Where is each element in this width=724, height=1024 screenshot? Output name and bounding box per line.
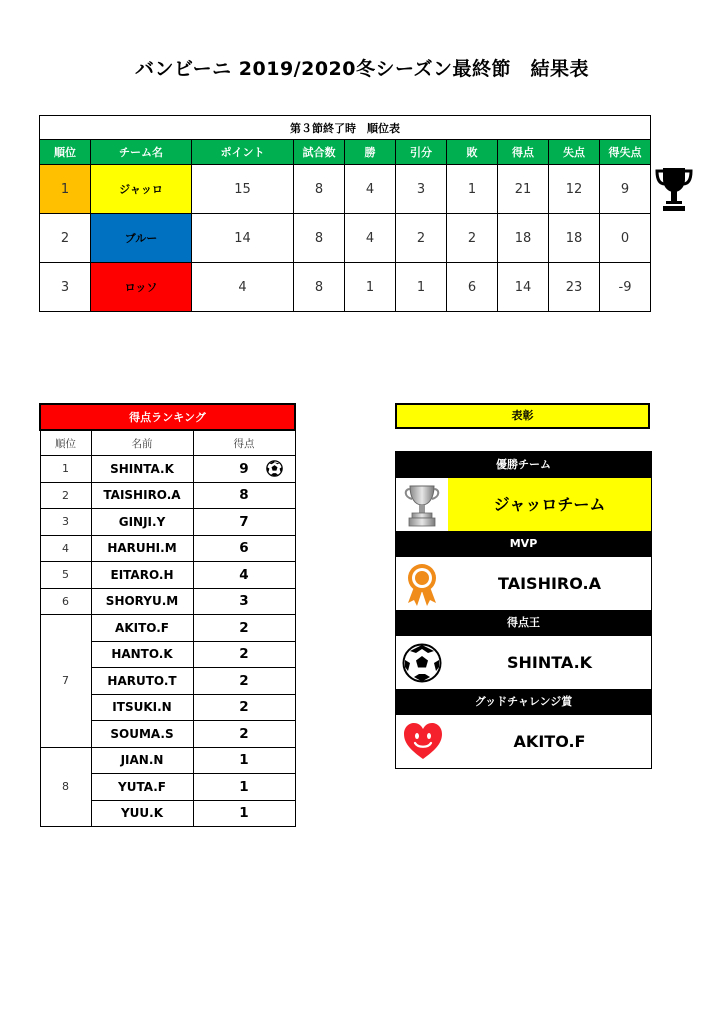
award-heading-champion: 優勝チーム: [396, 452, 651, 478]
standings-team: ブルー: [91, 214, 192, 263]
standings-header-row: [40, 140, 651, 165]
scorer-name: JIAN.N: [91, 747, 193, 774]
scorer-goals-cell: [193, 694, 295, 721]
scorer-row: [40, 562, 295, 589]
award-good-challenge-value: AKITO.F: [513, 732, 586, 751]
standings-played: 8: [294, 165, 345, 214]
scorer-name: YUU.K: [91, 800, 193, 827]
col-header-drawn: 引分: [396, 140, 447, 165]
scorer-name: HANTO.K: [91, 641, 193, 668]
standings-goals-against: 23: [549, 263, 600, 312]
scorer-goals: 9: [239, 460, 249, 477]
scorer-goals: 6: [239, 540, 249, 557]
awards-title: 表彰: [395, 403, 650, 429]
scorer-rank: 2: [40, 482, 91, 509]
scorer-goals: 2: [239, 725, 249, 742]
scorer-name: SHINTA.K: [91, 456, 193, 483]
col-header-lost: 敗: [447, 140, 498, 165]
standings-won: 4: [345, 165, 396, 214]
scorer-rank: 3: [40, 509, 91, 536]
standings-won: 4: [345, 214, 396, 263]
scorer-goals-cell: [193, 535, 295, 562]
scorer-goals: 3: [239, 593, 249, 610]
award-heading-mvp: MVP: [396, 531, 651, 557]
scorer-goals: 4: [239, 566, 249, 583]
scorer-col-rank: 順位: [40, 430, 91, 456]
standings-goals-for: 21: [498, 165, 549, 214]
cup-trophy-icon: [402, 484, 442, 528]
scorer-row: [40, 615, 295, 642]
standings-drawn: 2: [396, 214, 447, 263]
standings-goals-for: 14: [498, 263, 549, 312]
scorer-goals: 2: [239, 699, 249, 716]
scorer-name: TAISHIRO.A: [91, 482, 193, 509]
standings-drawn: 1: [396, 263, 447, 312]
standings-points: 15: [192, 165, 294, 214]
trophy-icon: [654, 165, 694, 213]
scorer-goals: 2: [239, 619, 249, 636]
scorer-rank: 6: [40, 588, 91, 615]
scorer-goals-cell: [193, 641, 295, 668]
scorer-ranking-caption: 得点ランキング: [40, 404, 295, 430]
scorer-goals: 1: [239, 752, 249, 769]
standings-row: [40, 263, 651, 312]
standings-played: 8: [294, 214, 345, 263]
scorer-ranking-table: [39, 403, 296, 827]
standings-goal-diff: 9: [600, 165, 651, 214]
scorer-goals: 7: [239, 513, 249, 530]
standings-goals-for: 18: [498, 214, 549, 263]
standings-team: ロッソ: [91, 263, 192, 312]
standings-played: 8: [294, 263, 345, 312]
scorer-name: YUTA.F: [91, 774, 193, 801]
award-champion-value: ジャッロチーム: [493, 495, 606, 514]
col-header-team: チーム名: [91, 140, 192, 165]
scorer-row: [40, 588, 295, 615]
scorer-goals: 1: [239, 805, 249, 822]
scorer-goals-cell: [193, 562, 295, 589]
awards-panel: [395, 451, 652, 769]
scorer-rank: 1: [40, 456, 91, 483]
scorer-row: [40, 509, 295, 536]
scorer-goals-cell: [193, 456, 295, 483]
standings-lost: 6: [447, 263, 498, 312]
award-heading-good-challenge: グッドチャレンジ賞: [396, 689, 651, 715]
standings-lost: 1: [447, 165, 498, 214]
scorer-goals-cell: [193, 800, 295, 827]
standings-rank: 3: [40, 263, 91, 312]
standings-caption: 第３節終了時 順位表: [40, 116, 651, 140]
award-top-scorer: [396, 636, 651, 689]
scorer-goals-cell: [193, 721, 295, 748]
standings-points: 14: [192, 214, 294, 263]
scorer-goals-cell: [193, 774, 295, 801]
soccer-ball-icon: [266, 460, 283, 477]
award-heading-top-scorer: 得点王: [396, 610, 651, 636]
scorer-col-goals: 得点: [193, 430, 295, 456]
scorer-row: [40, 535, 295, 562]
soccer-ball-icon: [402, 642, 442, 684]
scorer-goals: 8: [239, 487, 249, 504]
scorer-name: EITARO.H: [91, 562, 193, 589]
scorer-goals-cell: [193, 509, 295, 536]
standings-points: 4: [192, 263, 294, 312]
standings-rank: 2: [40, 214, 91, 263]
scorer-rank: 4: [40, 535, 91, 562]
standings-won: 1: [345, 263, 396, 312]
standings-rank: 1: [40, 165, 91, 214]
award-top-scorer-value: SHINTA.K: [506, 653, 593, 672]
standings-goals-against: 18: [549, 214, 600, 263]
scorer-name: HARUTO.T: [91, 668, 193, 695]
standings-goals-against: 12: [549, 165, 600, 214]
heart-smile-icon: [402, 721, 444, 761]
scorer-goals-cell: [193, 668, 295, 695]
scorer-name: ITSUKI.N: [91, 694, 193, 721]
scorer-rank: 5: [40, 562, 91, 589]
col-header-points: ポイント: [192, 140, 294, 165]
scorer-row: [40, 747, 295, 774]
scorer-name: SOUMA.S: [91, 721, 193, 748]
col-header-goals-for: 得点: [498, 140, 549, 165]
standings-lost: 2: [447, 214, 498, 263]
scorer-col-name: 名前: [91, 430, 193, 456]
scorer-goals-cell: [193, 747, 295, 774]
scorer-name: AKITO.F: [91, 615, 193, 642]
scorer-name: HARUHI.M: [91, 535, 193, 562]
scorer-goals: 2: [239, 672, 249, 689]
standings-goal-diff: -9: [600, 263, 651, 312]
award-mvp-value: TAISHIRO.A: [498, 574, 601, 593]
page-title: バンビーニ 2019/2020冬シーズン最終節 結果表: [134, 58, 590, 80]
scorer-row: [40, 456, 295, 483]
scorer-row: [40, 482, 295, 509]
standings-goal-diff: 0: [600, 214, 651, 263]
col-header-rank: 順位: [40, 140, 91, 165]
scorer-goals-cell: [193, 615, 295, 642]
col-header-won: 勝: [345, 140, 396, 165]
scorer-name: SHORYU.M: [91, 588, 193, 615]
standings-drawn: 3: [396, 165, 447, 214]
col-header-goal-diff: 得失点: [600, 140, 651, 165]
scorer-goals: 2: [239, 646, 249, 663]
scorer-goals-cell: [193, 482, 295, 509]
scorer-rank: 7: [40, 615, 91, 748]
award-mvp: [396, 557, 651, 610]
standings-row: [40, 214, 651, 263]
standings-team: ジャッロ: [91, 165, 192, 214]
col-header-played: 試合数: [294, 140, 345, 165]
scorer-rank: 8: [40, 747, 91, 827]
scorer-name: GINJI.Y: [91, 509, 193, 536]
scorer-header-row: [40, 430, 295, 456]
col-header-goals-against: 失点: [549, 140, 600, 165]
award-champion: [396, 478, 651, 531]
standings-table: [39, 115, 651, 312]
award-good-challenge: [396, 715, 651, 768]
standings-row: [40, 165, 651, 214]
scorer-goals: 1: [239, 778, 249, 795]
medal-icon: [402, 563, 442, 607]
scorer-goals-cell: [193, 588, 295, 615]
